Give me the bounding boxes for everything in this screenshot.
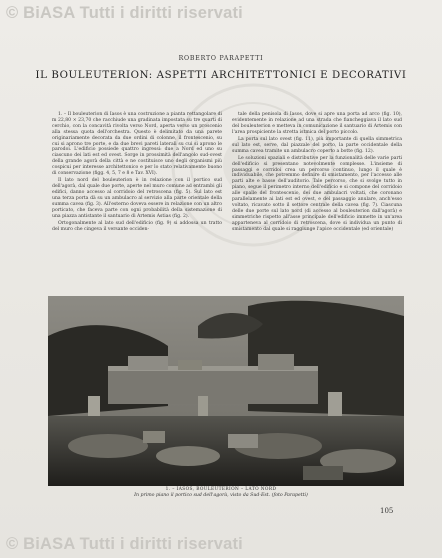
archaeological-photo bbox=[48, 296, 404, 486]
watermark-bottom: © BiASA Tutti i diritti riservati bbox=[6, 535, 243, 553]
article-author: ROBERTO PARAPETTI bbox=[178, 55, 264, 62]
figure-caption: In primo piano il portico sud dell'agorà, visto da Sud-Est. (foto Parapetti) bbox=[134, 493, 308, 498]
text-column-left bbox=[52, 112, 222, 234]
paragraph: Ortogonalmente al lato sud dell'edificio (fig. 9) si addossa un tratto del muro che cingeva il versante occiden- bbox=[52, 220, 222, 232]
page-number: 105 bbox=[380, 507, 394, 515]
watermark-top: © BiASA Tutti i diritti riservati bbox=[6, 4, 243, 22]
paragraph: 1. – Il bouleuterion di Iasos è una costruzione a pianta rettangolare di m 22,80 × 23,70 che racchiude una gradinata impostata su tre quarti di cerchio, con la concavità rivolta verso Nord, aperta verso un proscenio alla stessa quota dell'orchestra. Questo è delimitato da una parete originariamente decorata da due ordini di colonne, il frontescenio, su cui si aprono tre porte, e da due brevi pareti laterali su cui si aprono le parodoi. L'edificio possiede quattro ingressi: due a Nord ed uno su ciascuno dei lati est ed ovest. Sorge in prossimità dell'angolo sud-ovest della grande agorà della città e ne costituisce uno degli organismi più cospicui per interesse architettonico e per lo stato relativamente buono di conservazione (figg. 4, 5, 7 e 8 e Tav. XVI). bbox=[52, 112, 222, 177]
article-title: IL BOULEUTERION: ASPETTI ARCHITETTONICI E DECORATIVI bbox=[35, 70, 407, 81]
paragraph: Il lato nord del bouleuterion è in relazione con il portico sud dell'agorà, dal quale due porte, aperte nel muro comune ad entrambi gli edifici, danno accesso al corridoio del retroscena (fig. 5). Sul lato est una terza porta dà su un ambulacro al servizio alla parte orientale della summa cavea (fig. 3). All'esterno doveva essere in relazione con un altro porticato, che faceva parte con ogni probabilità della sistemazione di una piazza antistante il santuario di Artemis Astias (fig. 2). bbox=[52, 178, 222, 219]
text-column-right bbox=[232, 112, 402, 234]
paragraph: tale della penisola di Iasos, dove si apre una porta ad arco (fig. 10), evidentemente in relazione ad una strada che fiancheggiava il lato sud del bouleuterion e metteva in comunicazione il santuario di Artemis con l'area prospiciente la stretta istmica del porto piccolo. bbox=[232, 112, 402, 135]
paragraph: Le soluzioni spaziali e distributive per la funzionalità delle varie parti dell'edificio si presentano notevolmente complesse. L'insieme di passaggi e corridoi crea un percorso continuo, lungo il quale è individuabile, che potremmo definire di smistamento, per l'accesso alle parti alte e basse dell'auditorio. Tale percorso, che si svolge tutto in piano, segue il perimetro interno dell'edificio e si compone del corridoio alle spalle del frontescenio, dei due ambulacri voltati, che coronano parallelamente ai lati est ed ovest, e del passaggio anulare, anch'esso voltato, ricavato sotto il settore centrale della cavea (fig. 7). Ciascuna delle due porte sul lato nord (di accesso al bouleuterion dall'agorà) e simmetriche rispetto all'asse principale dell'edificio immette in un'area apparteneva al corridoio di retroscena, dove si individua un punto di smistamento dal quale si raggiunge l'apice occidentale (ed orientale) bbox=[232, 155, 402, 232]
paragraph: La porta sul lato ovest (fig. 11), più importante di quella simmetrica sul lato est, serve, dal piazzale del porto, la parte occidentale della summa cavea tramite un ambulacro coperto a botte (fig. 12). bbox=[232, 136, 402, 154]
figure-label: 1. – IASOS, BOULEUTERION – LATO NORD bbox=[165, 487, 277, 492]
